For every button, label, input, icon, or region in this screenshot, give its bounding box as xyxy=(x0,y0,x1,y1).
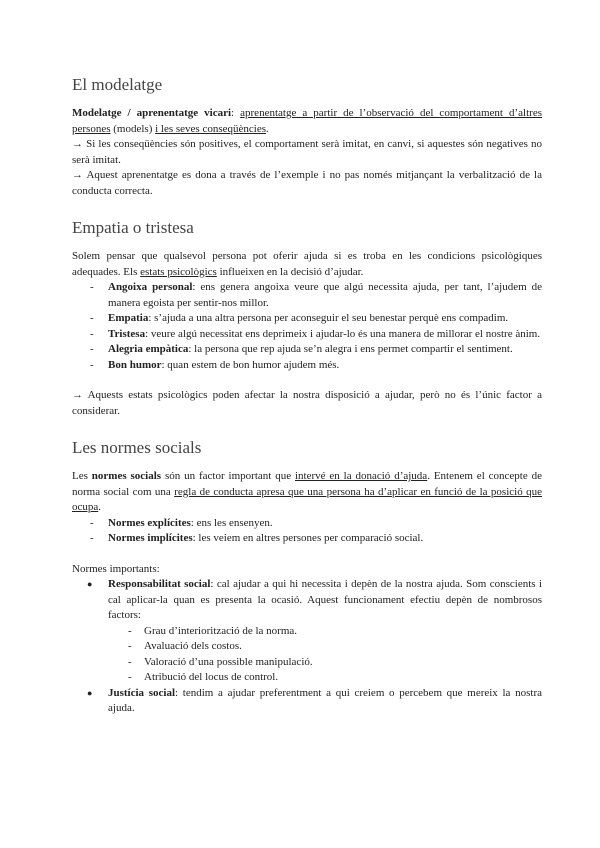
emotional-states-list xyxy=(72,280,542,373)
section-title-empatia: Empatia o tristesa xyxy=(72,218,194,237)
paragraph: Les normes socials són un factor important que intervé en la donació d’ajuda. Entenem el concepte de norma social com una regla de conducta apresa que una persona ha d’aplicar en funció de la posició que ocupa. xyxy=(72,470,542,513)
list-item: - Normes implícites: les veiem en altres persones per comparació social. xyxy=(72,531,542,547)
paragraph: → Si les conseqüències són positives, el comportament serà imitat, en canvi, si aquestes són negatives no serà imitat. xyxy=(72,138,542,166)
norm-types-list xyxy=(72,516,542,547)
paragraph: → Aquests estats psicològics poden afectar la nostra disposició a ajudar, però no és l’únic factor a considerar. xyxy=(72,389,542,417)
list-item: - Avaluació dels costos. xyxy=(72,639,542,655)
paragraph: Solem pensar que qualsevol persona pot oferir ajuda si es troba en les condicions psicològiques adequades. Els estats psicològics influeixen en la decisió d’ajudar. xyxy=(72,250,542,278)
list-item: - Empatia: s’ajuda a una altra persona per aconseguir el seu benestar perquè ens compadim. xyxy=(72,311,542,327)
term: Modelatge / aprenentatge vicari xyxy=(72,107,232,119)
section-title-modelatge: El modelatge xyxy=(72,75,163,94)
definition-modelatge: Modelatge / aprenentatge vicari: aprenentatge a partir de l’observació del comportament d’altres persones (models) i les seves conseqüències. xyxy=(72,107,542,135)
document-page xyxy=(72,74,542,717)
list-item: - Grau d’interiorització de la norma. xyxy=(72,624,542,640)
list-item: - Valoració d’una possible manipulació. xyxy=(72,655,542,671)
list-item: - Angoixa personal: ens genera angoixa veure que algú necessita ajuda, per tant, l’ajudem de manera egoista per sentir-nos millor. xyxy=(72,280,542,311)
section-title-normes: Les normes socials xyxy=(72,438,202,457)
list-item: - Normes explícites: ens les ensenyen. xyxy=(72,516,542,532)
list-item: - Bon humor: quan estem de bon humor ajudem més. xyxy=(72,358,542,374)
paragraph: Normes importants: xyxy=(72,562,160,575)
paragraph: → Aquest aprenentatge es dona a través de l’exemple i no pas només mitjançant la verbalització de la conducta correcta. xyxy=(72,169,542,197)
important-norms-list xyxy=(72,577,542,717)
list-item: - Alegria empàtica: la persona que rep ajuda se’n alegra i ens permet compartir el sentiment. xyxy=(72,342,542,358)
list-item: - Tristesa: veure algú necessitat ens deprimeix i ajudar-lo és una manera de millorar el nostre ànim. xyxy=(72,327,542,343)
list-item: ● Responsabilitat social: cal ajudar a qui hi necessita i depèn de la nostra ajuda. Som conscients i cal aplicar-la quan es presenta la ocasió. Aquest funcionament efectiu depèn de nombrosos factors: xyxy=(72,577,542,624)
list-item: - Atribució del locus de control. xyxy=(72,670,542,686)
list-item: ● Justícia social: tendim a ajudar preferentment a qui creiem o percebem que mereix la nostra ajuda. xyxy=(72,686,542,717)
